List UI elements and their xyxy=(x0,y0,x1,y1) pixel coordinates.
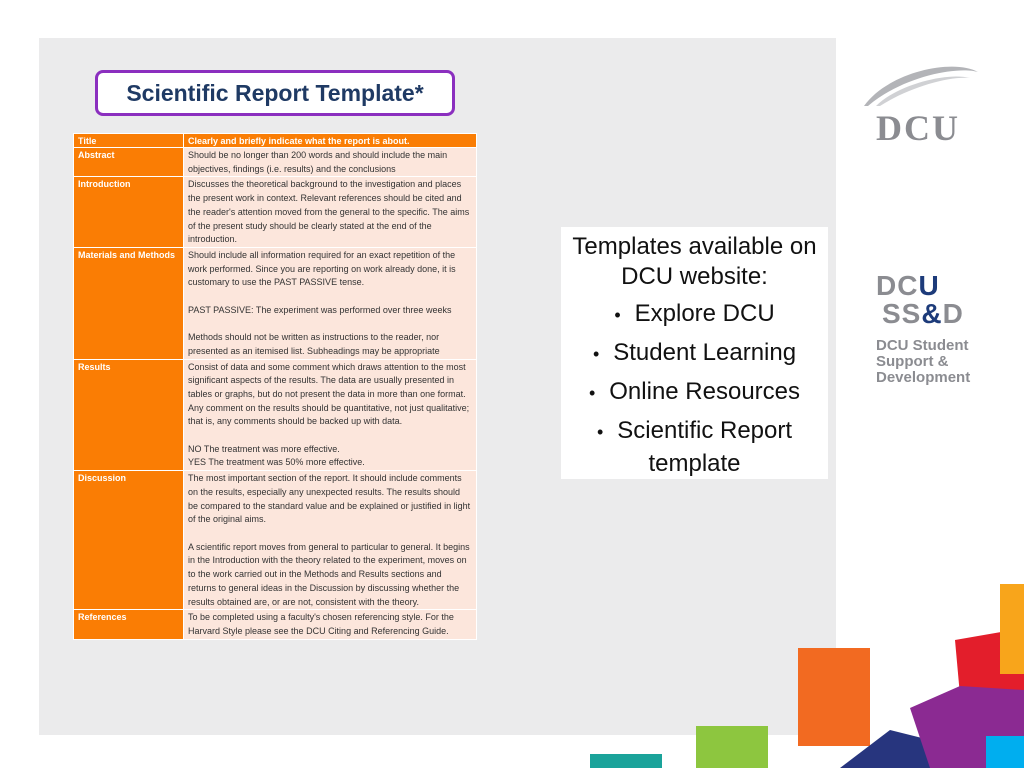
dcu-logo xyxy=(858,62,982,144)
list-item-label: Online Resources xyxy=(609,378,801,405)
section-label: Abstract xyxy=(74,148,184,177)
section-description: Should be no longer than 200 words and should include the main objectives, findings (i.e. results) and the conclusions xyxy=(184,148,477,177)
list-item-label: Scientific Report template xyxy=(617,417,793,477)
decor-green-block xyxy=(696,726,768,768)
section-label: References xyxy=(74,610,184,639)
ssd-logo-text: DC xyxy=(876,270,919,301)
ssd-logo xyxy=(876,272,986,392)
slide-title: Scientific Report Template* xyxy=(126,79,424,106)
bullet-icon: • xyxy=(588,383,596,403)
ssd-logo-subtitle: DCU Student Support & Development xyxy=(876,337,971,386)
section-label: Results xyxy=(74,359,184,471)
ssd-logo-text: SS xyxy=(882,298,922,329)
table-row xyxy=(74,247,477,359)
section-label: Materials and Methods xyxy=(74,247,184,359)
bullet-icon: • xyxy=(592,344,600,364)
section-description: To be completed using a faculty's chosen referencing style. For the Harvard Style please see the DCU Citing and Referencing Guide. xyxy=(184,610,477,639)
table-row xyxy=(74,148,477,177)
section-description: Consist of data and some comment which draws attention to the most significant aspects of the results. The data are usually presented in tables or graphs, but do not present the data in more than one format. Any comment on the results should be quantitative, not just qualitative; that is, any comments should be backed up with data. NO The treatment was more effective. YES The treatment was 50% more effective. xyxy=(184,359,477,471)
info-heading: Templates available on DCU website: xyxy=(572,233,817,290)
table-row xyxy=(74,177,477,248)
table-row xyxy=(74,359,477,471)
report-template-table xyxy=(73,133,477,640)
list-item xyxy=(561,337,828,370)
section-description: The most important section of the report. It should include comments on the results, especially any unexpected results. The results should be compared to the standard value and be explained or justified in light of the original aims. A scientific report moves from general to particular to general. It begins in the Introduction with the theory related to the experiment, moves on to the work carried out in the Methods and Results sections and returns to general ideas in the Discussion by discussing whether the results obtained are, or are not, consistent with the theory. xyxy=(184,471,477,610)
table-row xyxy=(74,134,477,148)
decor-yellow-block xyxy=(1000,584,1024,674)
bullet-icon: • xyxy=(596,422,604,442)
list-item xyxy=(561,376,828,409)
ssd-logo-text: U xyxy=(918,270,940,301)
section-label: Discussion xyxy=(74,471,184,610)
section-description: Should include all information required for an exact repetition of the work performed. Since you are reporting on work already done, it is customary to use the PAST PASSIVE tense. PAST PASSIVE: The experiment was performed over three weeks Methods should not be written as instructions to the reader, nor presented as an itemised list. Subheadings may be appropriate xyxy=(184,247,477,359)
templates-info-box xyxy=(561,227,828,479)
section-label: Title xyxy=(74,134,184,148)
slide-title-box xyxy=(95,70,455,116)
dcu-wordmark: DCU xyxy=(876,108,960,144)
list-item-label: Student Learning xyxy=(613,339,797,366)
decorative-shapes xyxy=(590,580,1024,768)
table-row xyxy=(74,610,477,639)
section-description: Discusses the theoretical background to the investigation and places the present work in context. Relevant references should be cited and the reader's attention moved from the general to the specific. The aims of the present study should be clearly stated at the end of the introduction. xyxy=(184,177,477,248)
section-description: Clearly and briefly indicate what the report is about. xyxy=(184,134,477,148)
templates-list xyxy=(561,298,828,479)
ssd-logo-text: D xyxy=(942,298,964,329)
section-label: Introduction xyxy=(74,177,184,248)
list-item xyxy=(561,298,828,331)
decor-blue-block xyxy=(986,736,1024,768)
list-item xyxy=(561,415,828,479)
logo-swoosh-inner xyxy=(876,76,970,106)
bullet-icon: • xyxy=(614,305,621,325)
decor-teal-block xyxy=(590,754,662,768)
ssd-logo-text: & xyxy=(921,298,943,329)
decor-orange-block xyxy=(798,648,870,746)
table-row xyxy=(74,471,477,610)
list-item-label: Explore DCU xyxy=(634,300,775,327)
